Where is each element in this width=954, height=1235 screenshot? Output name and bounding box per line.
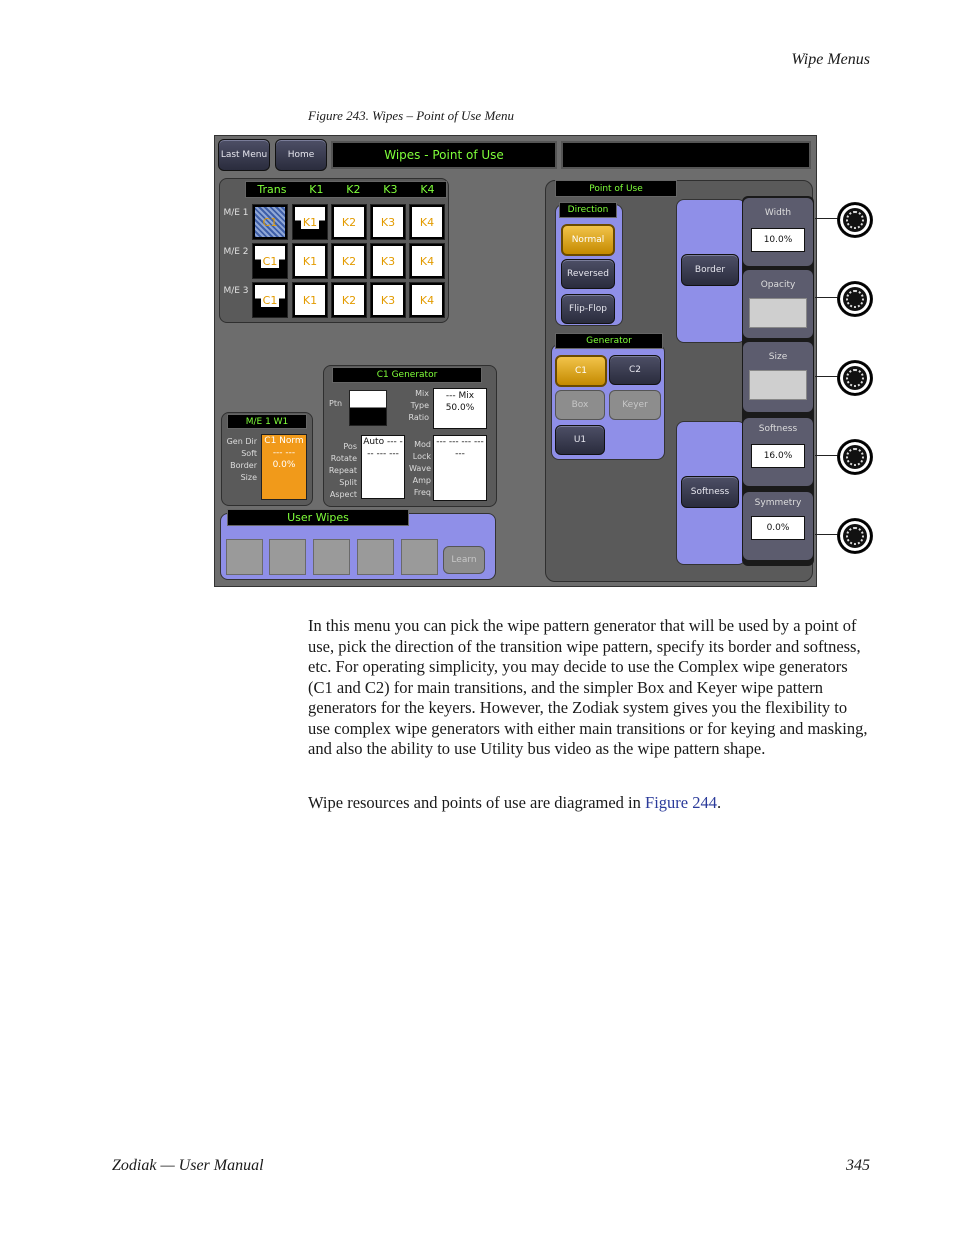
keyer-button[interactable]: Keyer	[609, 390, 661, 420]
grid-cell-me2-trans[interactable]: C1	[252, 243, 288, 279]
paragraph-2-suffix: .	[716, 793, 722, 812]
generator-title: Generator	[555, 333, 663, 349]
param-softness[interactable]	[743, 418, 813, 486]
param-size[interactable]	[743, 342, 813, 412]
param-symmetry-label: Symmetry	[754, 498, 802, 508]
param-softness-label: Softness	[758, 424, 798, 434]
grid-cell-me3-k3[interactable]: K3	[370, 282, 406, 318]
param-opacity-label: Opacity	[760, 280, 796, 290]
grid-cell-me2-k4[interactable]: K4	[409, 243, 445, 279]
status-bar	[561, 141, 811, 169]
me1-w1-labels: Gen Dir Soft Border Size	[226, 437, 257, 482]
figure-caption: Figure 243. Wipes – Point of Use Menu	[308, 108, 515, 123]
col-header-k3: K3	[383, 183, 398, 196]
c1-button[interactable]: C1	[555, 355, 607, 387]
user-wipe-slot-5[interactable]	[401, 539, 438, 575]
mix-values[interactable]: --- Mix 50.0%	[433, 388, 487, 429]
me1-w1-title: M/E 1 W1	[227, 414, 307, 429]
knob-3-icon	[838, 361, 872, 395]
pos-values[interactable]: Auto --- --- --- ---	[361, 435, 405, 499]
pos-labels: Pos Rotate Repeat Split Aspect	[328, 442, 357, 499]
knob-1-icon	[838, 203, 872, 237]
pattern-preview[interactable]	[349, 390, 387, 426]
paragraph-2-prefix: Wipe resources and points of use are diagramed in	[308, 793, 646, 812]
param-width-value: 10.0%	[751, 228, 805, 252]
grid-cell-me1-trans[interactable]: C1	[252, 204, 288, 240]
user-wipes-title: User Wipes	[227, 509, 409, 526]
running-header: Wipe Menus	[791, 51, 870, 68]
normal-button[interactable]: Normal	[561, 224, 615, 256]
knob-leader-3	[815, 376, 839, 377]
border-button[interactable]: Border	[681, 254, 739, 286]
grid-cell-me3-k4[interactable]: K4	[409, 282, 445, 318]
footer-title: Zodiak — User Manual	[112, 1157, 264, 1174]
grid-cell-me2-k1[interactable]: K1	[292, 243, 328, 279]
figure-244-link[interactable]: Figure 244	[645, 793, 717, 812]
mix-labels: Mix Type Ratio	[408, 389, 429, 422]
row-label-me1: M/E 1	[223, 208, 249, 218]
param-symmetry-value: 0.0%	[751, 516, 805, 540]
user-wipe-slot-2[interactable]	[269, 539, 306, 575]
knob-4-icon	[838, 440, 872, 474]
user-wipe-slot-4[interactable]	[357, 539, 394, 575]
param-symmetry[interactable]	[743, 492, 813, 560]
box-button[interactable]: Box	[555, 390, 605, 420]
mod-labels: Mod Lock Wave Amp Freq	[409, 440, 431, 497]
ptn-label: Ptn	[329, 399, 343, 408]
param-size-value	[749, 370, 807, 400]
row-label-me3: M/E 3	[223, 286, 249, 296]
param-opacity[interactable]	[743, 270, 813, 338]
knob-leader-5	[815, 534, 839, 535]
mod-values[interactable]: --- --- --- --- ---	[433, 435, 487, 501]
grid-cell-me1-k1[interactable]: K1	[292, 204, 328, 240]
direction-title: Direction	[559, 202, 617, 218]
flip-flop-button[interactable]: Flip-Flop	[561, 294, 615, 324]
grid-cell-me2-k3[interactable]: K3	[370, 243, 406, 279]
home-button[interactable]: Home	[275, 139, 327, 171]
me1-w1-values[interactable]: C1 Norm --- --- 0.0%	[261, 434, 307, 500]
user-wipe-slot-3[interactable]	[313, 539, 350, 575]
param-opacity-value	[749, 298, 807, 328]
grid-cell-me3-k2[interactable]: K2	[331, 282, 367, 318]
param-width[interactable]	[743, 198, 813, 266]
body-paragraph-2	[308, 793, 870, 814]
body-paragraph-1: In this menu you can pick the wipe pattern generator that will be used by a point of use, pick the direction of the transition wipe pattern, specify its border and softness, etc. For operating simplicity, you may decide to use the Complex wipe generators (C1 and C2) for main transitions, and the simpler Box and Keyer wipe pattern generators for the keyers. However, the Zodiak system gives you the flexibility to use complex wipe generators with either main transitions or for keying and masking, and also the ability to use Utility bus video as the wipe pattern shape.	[308, 616, 868, 758]
row-label-me2: M/E 2	[223, 247, 249, 257]
menu-title: Wipes - Point of Use	[331, 141, 557, 169]
knob-5-icon	[838, 519, 872, 553]
col-header-k4: K4	[420, 183, 435, 196]
grid-cell-me1-k4[interactable]: K4	[409, 204, 445, 240]
knob-leader-1	[815, 218, 839, 219]
c1-generator-title: C1 Generator	[332, 367, 482, 383]
point-of-use-title: Point of Use	[555, 180, 677, 197]
wipes-point-of-use-screenshot	[214, 135, 817, 587]
grid-cell-me1-k3[interactable]: K3	[370, 204, 406, 240]
u1-button[interactable]: U1	[555, 425, 605, 455]
softness-button[interactable]: Softness	[681, 476, 739, 508]
grid-column-headers	[245, 181, 447, 198]
page-number: 345	[846, 1157, 870, 1174]
param-size-label: Size	[768, 352, 788, 362]
knob-leader-4	[815, 455, 839, 456]
c2-button[interactable]: C2	[609, 355, 661, 385]
reversed-button[interactable]: Reversed	[561, 259, 615, 289]
col-header-trans: Trans	[257, 183, 287, 196]
learn-button[interactable]: Learn	[443, 546, 485, 574]
last-menu-button[interactable]: Last Menu	[218, 139, 270, 171]
knob-2-icon	[838, 282, 872, 316]
col-header-k2: K2	[346, 183, 361, 196]
grid-cell-me3-k1[interactable]: K1	[292, 282, 328, 318]
grid-cell-me3-trans[interactable]: C1	[252, 282, 288, 318]
param-width-label: Width	[764, 208, 792, 218]
knob-leader-2	[815, 297, 839, 298]
grid-cell-me1-k2[interactable]: K2	[331, 204, 367, 240]
col-header-k1: K1	[309, 183, 324, 196]
user-wipe-slot-1[interactable]	[226, 539, 263, 575]
grid-cell-me2-k2[interactable]: K2	[331, 243, 367, 279]
param-softness-value: 16.0%	[751, 444, 805, 468]
